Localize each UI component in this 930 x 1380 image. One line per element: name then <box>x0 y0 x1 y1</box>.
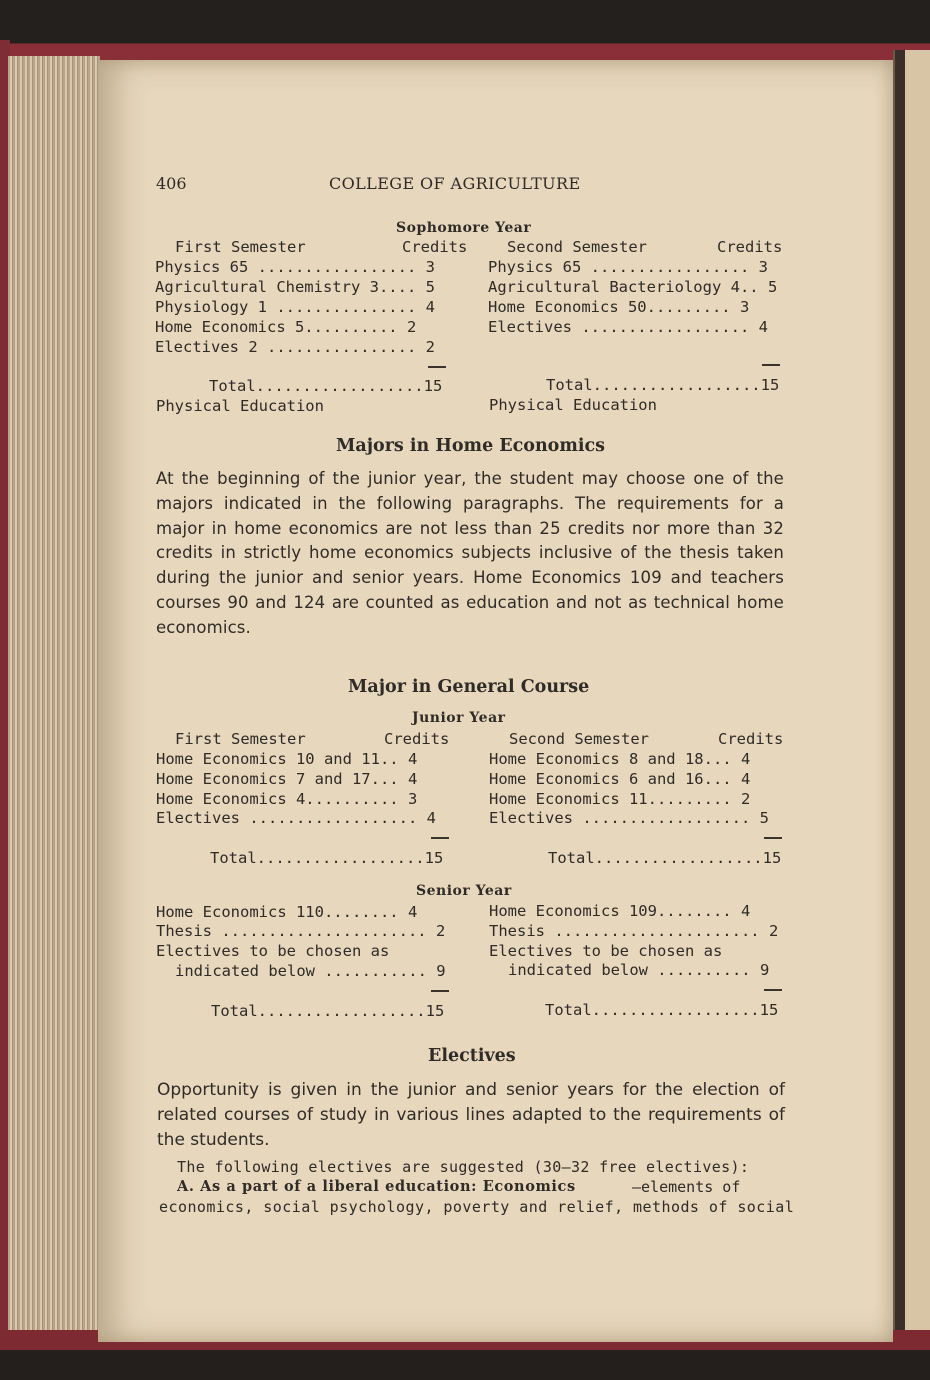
sophomore-left-row: Physiology 1 ............... 4 <box>155 298 435 316</box>
electives-heading: Electives <box>428 1046 516 1066</box>
junior-left-row: Electives .................. 4 <box>156 809 436 827</box>
sophomore-right-row: Physics 65 ................. 3 <box>488 258 768 276</box>
general-course-heading: Major in General Course <box>348 677 590 697</box>
junior-left-row: Home Economics 10 and 11.. 4 <box>156 750 418 768</box>
sophomore-left-row: Electives 2 ................ 2 <box>155 338 435 356</box>
running-title: COLLEGE OF AGRICULTURE <box>329 174 581 193</box>
elective-a-continued: economics, social psychology, poverty and relief, methods of social <box>159 1198 795 1216</box>
senior-year-heading: Senior Year <box>416 883 512 899</box>
senior-left-row: indicated below ........... 9 <box>175 962 446 980</box>
junior-right-row: Home Economics 8 and 18... 4 <box>489 750 751 768</box>
senior-right-row: Thesis ...................... 2 <box>489 922 779 940</box>
junior-left-row: Home Economics 7 and 17... 4 <box>156 770 418 788</box>
senior-right-row: Home Economics 109........ 4 <box>489 902 751 920</box>
majors-paragraph: At the beginning of the junior year, the student may choose one of the majors indicated in the following paragraphs. The requirements for a major in home economics are not less than 25 credits nor more than 32 credits in strictly home economics subjects inclusive of the thesis taken during the junior and senior years. Home Economics 109 and teachers courses 90 and 124 are counted as education and not as technical home economics. <box>156 469 784 637</box>
senior-left-row: Home Economics 110........ 4 <box>156 903 418 921</box>
sophomore-left-pe: Physical Education <box>156 397 324 415</box>
sophomore-left-row: Physics 65 ................. 3 <box>155 258 435 276</box>
junior-right-row: Home Economics 11......... 2 <box>489 790 751 808</box>
junior-right-row: Home Economics 6 and 16... 4 <box>489 770 751 788</box>
book-gutter <box>895 50 905 1340</box>
book-cover-top <box>0 0 930 62</box>
senior-left-total: Total..................15 <box>211 1002 445 1020</box>
sophomore-left-total: Total..................15 <box>209 377 443 395</box>
sum-rule <box>764 989 782 991</box>
senior-left-row: Thesis ...................... 2 <box>156 922 446 940</box>
junior-left-total: Total..................15 <box>210 849 444 867</box>
sophomore-heading: Sophomore Year <box>396 220 532 236</box>
sophomore-left-row: Agricultural Chemistry 3.... 5 <box>155 278 435 296</box>
junior-right-total: Total..................15 <box>548 849 782 867</box>
junior-year-heading: Junior Year <box>412 710 506 726</box>
majors-heading: Majors in Home Economics <box>336 436 606 456</box>
sum-rule <box>428 366 446 368</box>
junior-right-header-label: Second Semester <box>509 730 649 748</box>
junior-left-row: Home Economics 4.......... 3 <box>156 790 418 808</box>
sophomore-right-total: Total..................15 <box>546 376 780 394</box>
senior-right-total: Total..................15 <box>545 1001 779 1019</box>
sum-rule <box>762 364 780 366</box>
elective-a-text: —elements of <box>632 1178 741 1196</box>
junior-right-header-credits: Credits <box>718 730 784 748</box>
sophomore-right-header-label: Second Semester <box>507 238 647 256</box>
sophomore-left-row: Home Economics 5.......... 2 <box>155 318 417 336</box>
junior-left-header-label: First Semester <box>175 730 306 748</box>
facing-page-edge <box>893 50 930 1340</box>
electives-paragraph: Opportunity is given in the junior and senior years for the election of related courses of study in various lines adapted to the requirements of the students. <box>157 1080 785 1150</box>
senior-right-row: indicated below .......... 9 <box>508 961 770 979</box>
junior-right-row: Electives .................. 5 <box>489 809 769 827</box>
senior-right-row: Electives to be chosen as <box>489 942 723 960</box>
sophomore-right-row: Agricultural Bacteriology 4.. 5 <box>488 278 778 296</box>
sophomore-right-pe: Physical Education <box>489 396 657 414</box>
electives-suggested: The following electives are suggested (30—32 free electives): <box>177 1158 750 1176</box>
sophomore-right-header-credits: Credits <box>717 238 783 256</box>
sophomore-left-header-label: First Semester <box>175 238 306 256</box>
page-number: 406 <box>156 174 187 193</box>
sophomore-right-row: Home Economics 50......... 3 <box>488 298 750 316</box>
senior-left-row: Electives to be chosen as <box>156 942 390 960</box>
junior-left-header-credits: Credits <box>384 730 450 748</box>
sum-rule <box>431 837 449 839</box>
sum-rule <box>764 837 782 839</box>
sophomore-right-row: Electives .................. 4 <box>488 318 768 336</box>
elective-a-label: A. As a part of a liberal education: Economics <box>177 1178 576 1195</box>
sophomore-left-header-credits: Credits <box>402 238 468 256</box>
sum-rule <box>431 990 449 992</box>
page-edges <box>8 56 100 1346</box>
